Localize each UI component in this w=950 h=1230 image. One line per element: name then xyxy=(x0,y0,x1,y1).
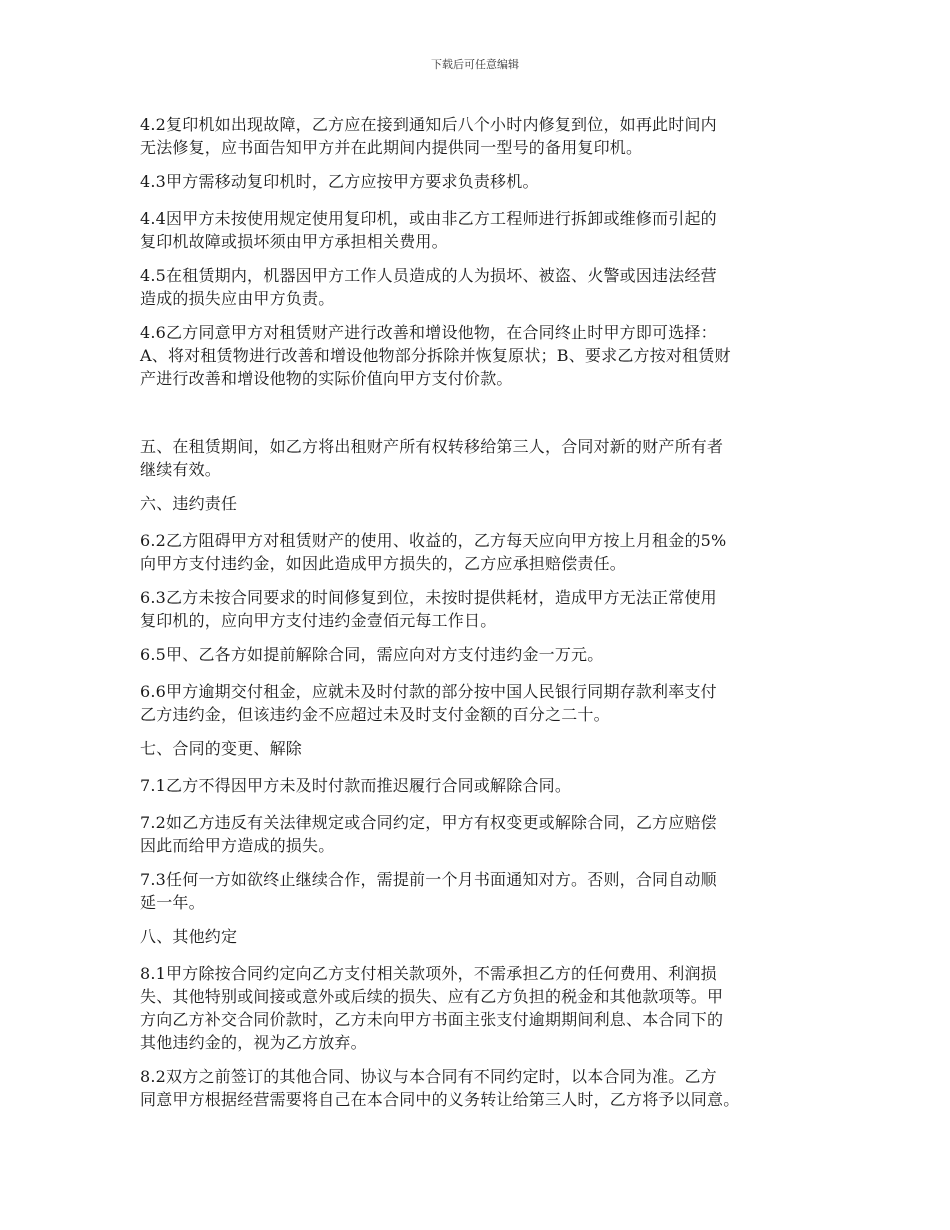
clause-6-3: 6.3乙方未按合同要求的时间修复到位，未按时提供耗材，造成甲方无法正常使用 复印机的，应向甲方支付违约金壹佰元每工作日。 xyxy=(140,588,717,630)
section-5-text: 五、在租赁期间，如乙方将出租财产所有权转移给第三人，合同对新的财产所有者 继续有效。 xyxy=(140,437,724,479)
clause-7-3: 7.3任何一方如欲终止继续合作，需提前一个月书面通知对方。否则，合同自动顺 延一年。 xyxy=(140,870,717,912)
clause-8-2: 8.2双方之前签订的其他合同、协议与本合同有不同约定时，以本合同为准。乙方 同意甲方根据经营需要将自己在本合同中的义务转让给第三人时，乙方将予以同意。 xyxy=(140,1067,740,1109)
clause-7-1: 7.1乙方不得因甲方未及时付款而推迟履行合同或解除合同。 xyxy=(140,776,572,795)
section-8-heading: 八、其他约定 xyxy=(140,927,238,946)
clause-6-2: 6.2乙方阻碍甲方对租赁财产的使用、收益的，乙方每天应向甲方按上月租金的5% 向甲方支付违约金，如因此造成甲方损失的，乙方应承担赔偿责任。 xyxy=(140,531,727,573)
section-7-heading: 七、合同的变更、解除 xyxy=(140,739,303,758)
clause-4-2: 4.2复印机如出现故障，乙方应在接到通知后八个小时内修复到位，如再此时间内 无法修复，应书面告知甲方并在此期间内提供同一型号的备用复印机。 xyxy=(140,115,717,157)
clause-4-5: 4.5在租赁期内，机器因甲方工作人员造成的人为损坏、被盗、火警或因违法经营 造成的损失应由甲方负责。 xyxy=(140,266,717,308)
clause-4-4: 4.4因甲方未按使用规定使用复印机，或由非乙方工程师进行拆卸或维修而引起的 复印机故障或损坏须由甲方承担相关费用。 xyxy=(140,209,717,251)
clause-6-5: 6.5甲、乙各方如提前解除合同，需应向对方支付违约金一万元。 xyxy=(140,645,604,664)
section-spacer xyxy=(140,401,830,435)
clause-4-6: 4.6乙方同意甲方对租赁财产进行改善和增设他物，在合同终止时甲方即可选择： A、将对租赁物进行改善和增设他物部分拆除并恢复原状；B、要求乙方按对租赁财 产进行改善和增设他物的实际价值向甲方支付价款。 xyxy=(140,323,731,388)
page-header-note: 下载后可任意编辑 xyxy=(431,58,519,71)
clause-4-3: 4.3甲方需移动复印机时，乙方应按甲方要求负责移机。 xyxy=(140,172,539,191)
clause-8-1: 8.1甲方除按合同约定向乙方支付相关款项外，不需承担乙方的任何费用、利润损 失、其他特别或间接或意外或后续的损失、应有乙方负担的税金和其他款项等。甲 方向乙方补交合同价款时，乙方未向甲方书面主张支付逾期期间利息、本合同下的 其他违约金的，视为乙方放弃。 xyxy=(140,964,724,1052)
clause-7-2: 7.2如乙方违反有关法律规定或合同约定，甲方有权变更或解除合同，乙方应赔偿 因此而给甲方造成的损失。 xyxy=(140,813,717,855)
clause-6-6: 6.6甲方逾期交付租金，应就未及时付款的部分按中国人民银行同期存款利率支付 乙方违约金，但该违约金不应超过未及时支付金额的百分之二十。 xyxy=(140,682,717,724)
section-6-heading: 六、违约责任 xyxy=(140,494,238,513)
document-body xyxy=(140,113,830,1122)
